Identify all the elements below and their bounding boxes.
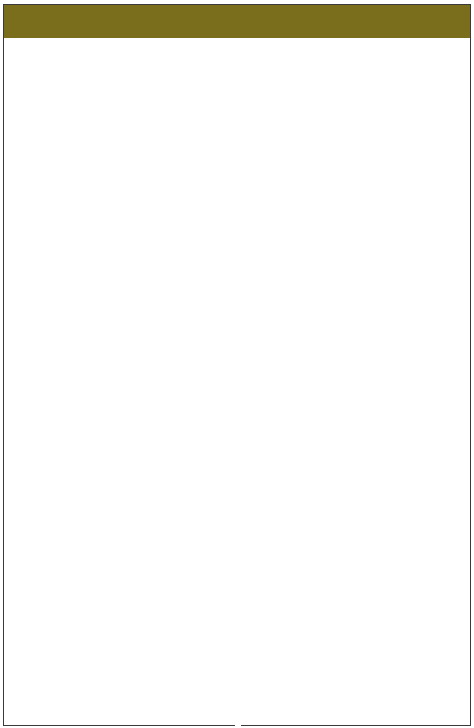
column-gap bbox=[235, 39, 241, 727]
calendar-title bbox=[4, 5, 470, 38]
calendar-frame bbox=[3, 4, 471, 726]
